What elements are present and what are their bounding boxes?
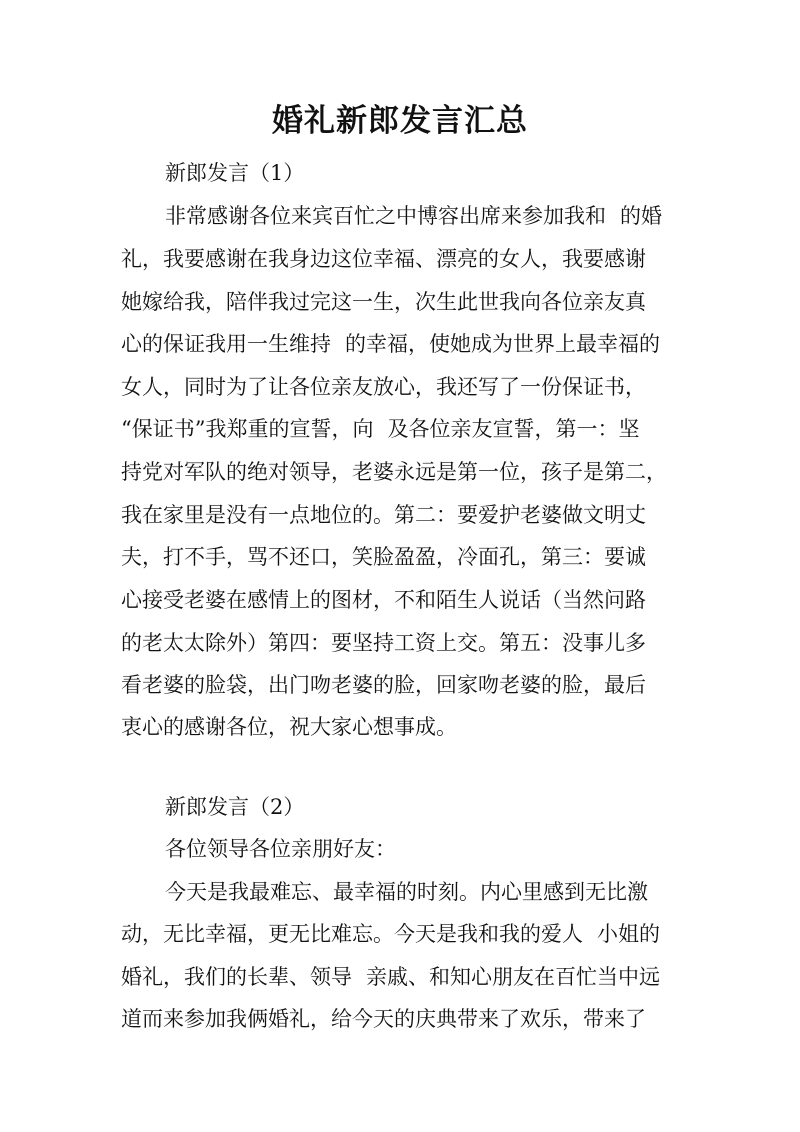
paragraph-line: 礼，我要感谢在我身边这位幸福、漂亮的女人，我要感谢	[121, 247, 646, 271]
paragraph-line: 女人，同时为了让各位亲友放心，我还写了一份保证书，	[121, 375, 646, 399]
section-heading: 新郎发言（2）	[165, 795, 305, 819]
paragraph-line: 看老婆的脸袋，出门吻老婆的脸，回家吻老婆的脸，最后	[121, 673, 646, 697]
paragraph-line: 婚礼，我们的长辈、领导 亲戚、和知心朋友在百忙当中远	[121, 965, 660, 989]
paragraph-line: “保证书”我郑重的宣誓，向 及各位亲友宣誓，第一：坚	[121, 417, 640, 441]
paragraph-line: 衷心的感谢各位，祝大家心想事成。	[121, 715, 457, 739]
paragraph-line: 心接受老婆在感情上的图材，不和陌生人说话（当然问路	[121, 588, 646, 612]
paragraph-line: 非常感谢各位来宾百忙之中博容出席来参加我和 的婚	[165, 204, 662, 228]
paragraph-line: 今天是我最难忘、最幸福的时刻。内心里感到无比激	[165, 880, 648, 904]
section-heading: 新郎发言（1）	[165, 161, 305, 185]
paragraph-line: 夫，打不手，骂不还口，笑脸盈盈，冷面孔，第三：要诚	[121, 545, 646, 569]
paragraph-line: 持党对军队的绝对领导，老婆永远是第一位，孩子是第二，	[121, 460, 667, 484]
paragraph-line: 我在家里是没有一点地位的。第二：要爱护老婆做文明丈	[121, 503, 646, 527]
paragraph-line: 她嫁给我，陪伴我过完这一生，次生此世我向各位亲友真	[121, 290, 646, 314]
greeting-line: 各位领导各位亲朋好友：	[165, 837, 396, 861]
paragraph-line: 心的保证我用一生维持 的幸福，使她成为世界上最幸福的	[121, 332, 660, 356]
paragraph-line: 道而来参加我俩婚礼，给今天的庆典带来了欢乐，带来了	[121, 1007, 646, 1031]
document-title: 婚礼新郎发言汇总	[272, 103, 528, 139]
paragraph-line: 的老太太除外）第四：要坚持工资上交。第五：没事儿多	[121, 631, 646, 655]
paragraph-line: 动，无比幸福，更无比难忘。今天是我和我的爱人 小姐的	[121, 922, 660, 946]
